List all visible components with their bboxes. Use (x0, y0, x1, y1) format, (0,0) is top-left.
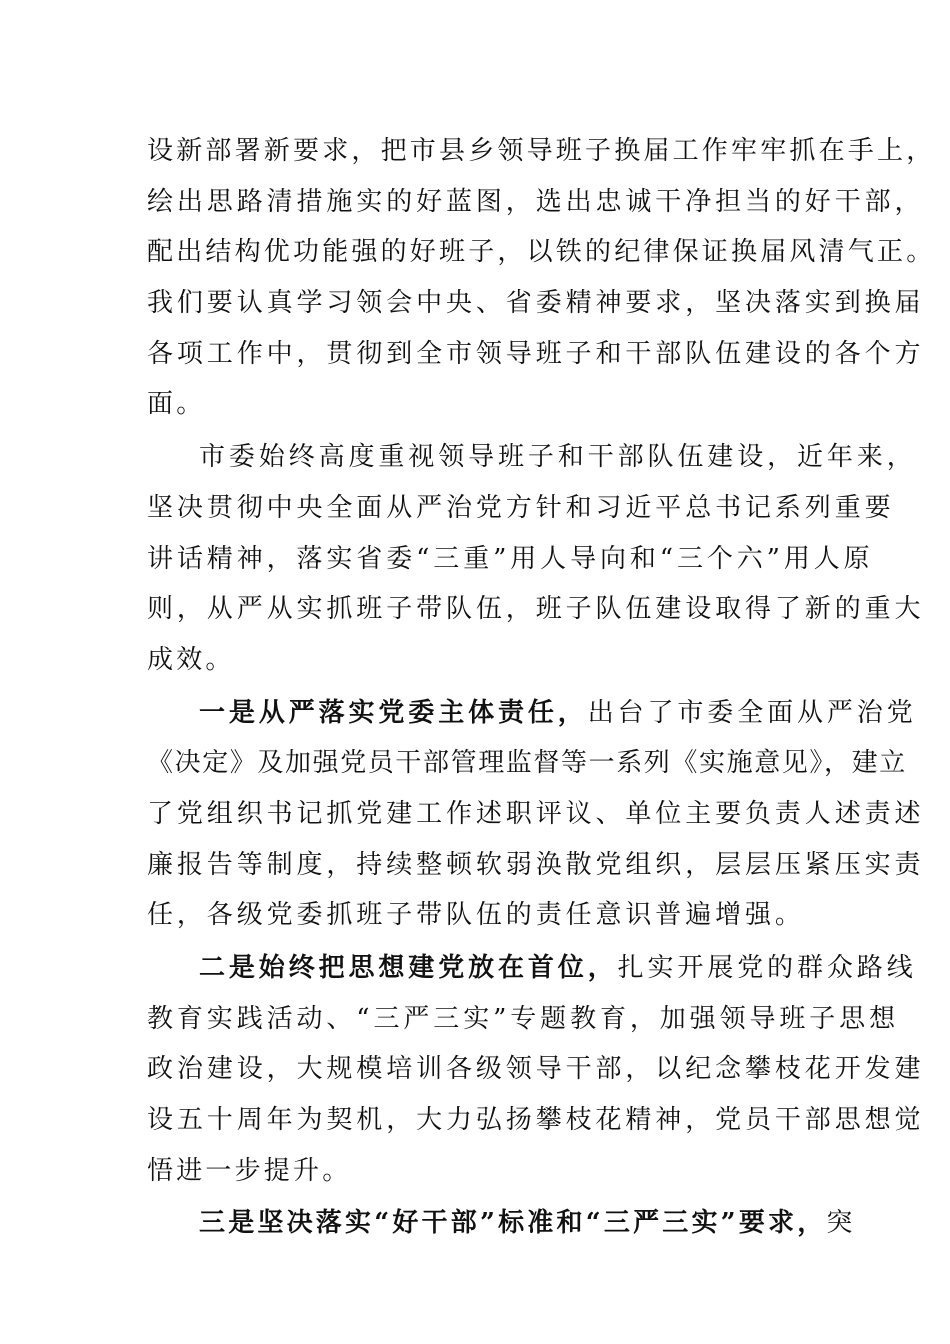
text-line: 设五十周年为契机，大力弘扬攀枝花精神，党员干部思想觉 (147, 1105, 925, 1136)
paragraph-5 (147, 1198, 856, 1249)
text-line: 任，各级党委抓班子带队伍的责任意识普遍增强。 (147, 900, 805, 931)
text-run: 突 (826, 1208, 856, 1239)
text-line: 教育实践活动、“三严三实”专题教育，加强领导班子思想 (147, 1003, 899, 1034)
text-line: 《决定》及加强党员干部管理监督等一系列《实施意见》，建立 (147, 748, 907, 779)
text-line: 各项工作中，贯彻到全市领导班子和干部队伍建设的各个方 (147, 338, 925, 369)
document-body (147, 126, 936, 1249)
text-line: 设新部署新要求，把市县乡领导班子换届工作牢牢抓在手上， (147, 136, 936, 166)
text-line: 了党组织书记抓党建工作述职评议、单位主要负责人述责述 (147, 798, 925, 829)
text-line: 成效。 (147, 644, 235, 675)
paragraph-3 (147, 688, 925, 941)
text-line: 悟进一步提升。 (147, 1155, 352, 1186)
paragraph-4 (147, 943, 925, 1196)
paragraph-1 (147, 126, 936, 430)
paragraph-2 (147, 432, 925, 685)
paragraph-lead: 二是始终把思想建党放在首位， (199, 953, 618, 983)
text-line: 则，从严从实抓班子带队伍，班子队伍建设取得了新的重大 (147, 594, 925, 625)
text-line: 讲话精神，落实省委“三重”用人导向和“三个六”用人原 (147, 543, 874, 574)
text-line: 市委始终高度重视领导班子和干部队伍建设，近年来， (199, 442, 917, 473)
text-line: 廉报告等制度，持续整顿软弱涣散党组织，层层压紧压实责 (147, 849, 925, 880)
text-line: 坚决贯彻中央全面从严治党方针和习近平总书记系列重要 (147, 492, 895, 523)
text-line (147, 1198, 856, 1249)
text-line (147, 943, 917, 994)
text-line (147, 688, 917, 739)
text-line: 绘出思路清措施实的好蓝图，选出忠诚干净担当的好干部， (147, 186, 925, 217)
text-run: 扎实开展党的群众路线 (617, 953, 917, 983)
paragraph-lead: 三是坚决落实“好干部”标准和“三严三实”要求， (199, 1208, 827, 1239)
paragraph-lead: 一是从严落实党委主体责任， (199, 697, 588, 728)
text-line: 政治建设，大规模培训各级领导干部，以纪念攀枝花开发建 (147, 1054, 925, 1085)
text-line: 面。 (147, 389, 206, 420)
text-run: 出台了市委全面从严治党 (587, 697, 917, 728)
text-line: 配出结构优功能强的好班子，以铁的纪律保证换届风清气正。 (147, 237, 936, 268)
text-line: 我们要认真学习领会中央、省委精神要求，坚决落实到换届 (147, 288, 925, 319)
